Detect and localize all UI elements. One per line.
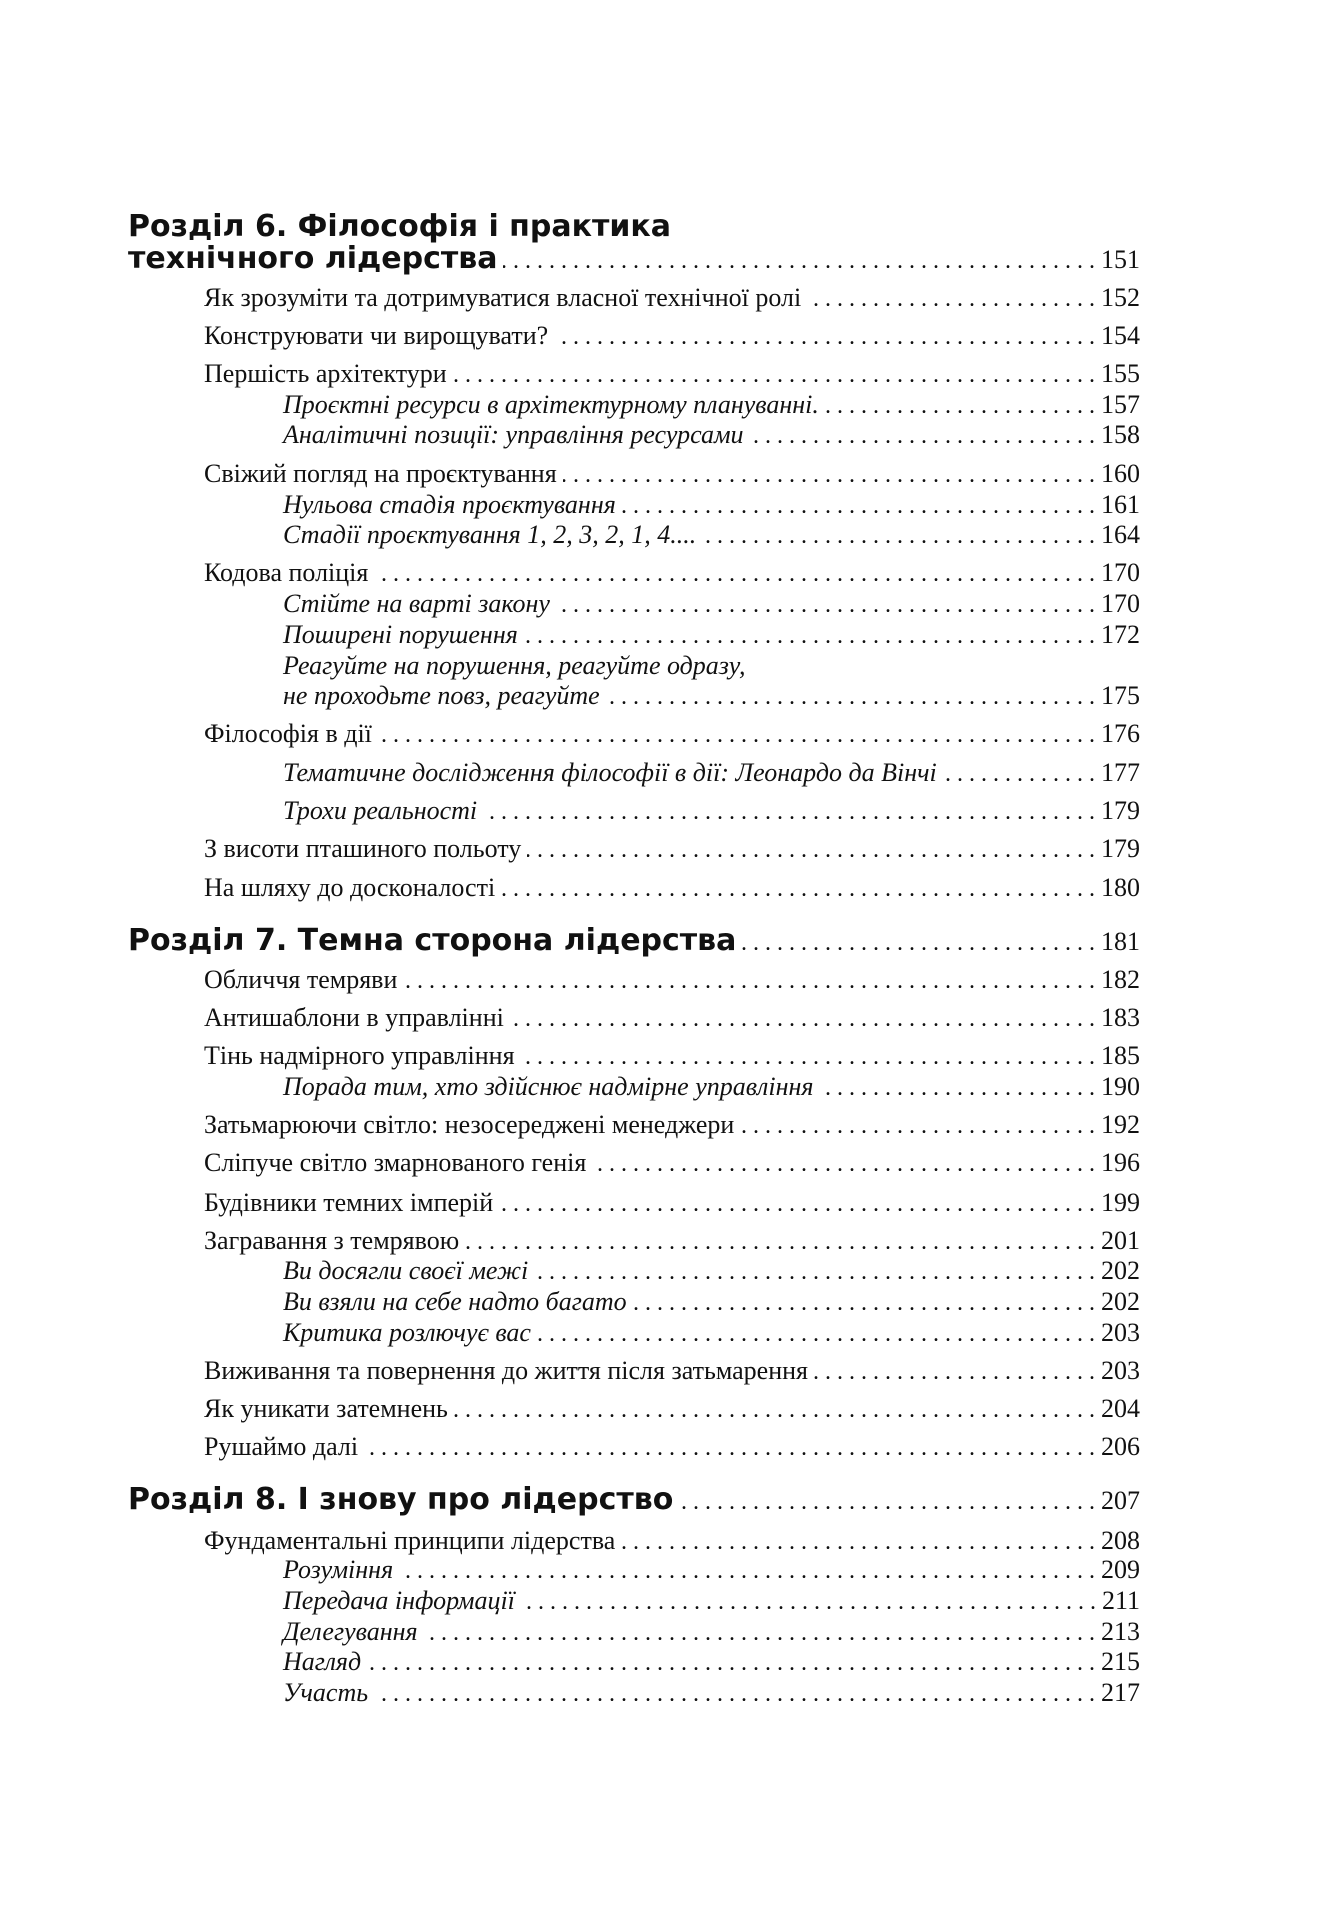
dot-leader [606,684,1095,711]
toc-section [0,1148,1140,1178]
dot-leader [592,1151,1095,1178]
entry-title: Філософія в дії [204,719,372,748]
toc-subsection [0,681,1140,711]
dot-leader [527,837,1095,864]
toc-section [0,1041,1140,1071]
dot-leader [510,1006,1095,1033]
dot-leader [943,761,1095,788]
toc-section [0,873,1140,903]
toc-section [0,965,1140,995]
toc-section [0,1432,1140,1462]
entry-title: На шляху до досконалості [204,873,496,902]
toc-subsection [0,420,1140,450]
entry-title: Сліпуче світло змарнованого генія [204,1148,587,1177]
page-number: 190 [1101,1072,1140,1101]
toc-section [0,1394,1140,1424]
chapter-heading [0,1482,1140,1517]
dot-leader [524,623,1095,650]
entry-title: Затьмарюючи світло: незосереджені менеджери [204,1110,735,1139]
entry-title: Розуміння [283,1555,394,1584]
dot-leader [554,324,1095,351]
page-number: 176 [1101,719,1140,748]
page-number: 183 [1101,1003,1140,1032]
dot-leader [563,462,1095,489]
page-number: 185 [1101,1041,1140,1070]
dot-leader [453,362,1095,389]
page-number: 199 [1101,1188,1140,1217]
page-number: 203 [1101,1318,1140,1347]
page-number: 180 [1101,873,1140,902]
page-number: 208 [1101,1526,1140,1555]
dot-leader [534,1259,1095,1286]
entry-title: Рушаймо далі [204,1432,359,1461]
dot-leader [501,876,1095,903]
toc-subsection [0,651,1140,681]
entry-title: Ви взяли на себе надто багато [283,1287,627,1316]
page-number: 202 [1101,1256,1140,1285]
entry-title: Антишаблони в управлінні [204,1003,504,1032]
toc-subsection [0,1586,1140,1616]
entry-title: технічного лідерства [128,241,498,276]
entry-title: Тінь надмірного управління [204,1041,515,1070]
dot-leader [556,592,1095,619]
chapter-heading [0,209,1140,244]
toc-section [0,1003,1140,1033]
page-number: 213 [1101,1617,1140,1646]
toc-section [0,719,1140,749]
entry-title: Розділ 7. Темна сторона лідерства [128,923,737,958]
dot-leader [364,1435,1095,1462]
dot-leader [399,1558,1095,1585]
toc-subsection [0,1256,1140,1286]
entry-title: Нагляд [283,1647,362,1676]
entry-title: не проходьте повз, реагуйте [283,681,600,710]
dot-leader [750,423,1095,450]
page-number: 170 [1101,589,1140,618]
toc-section [0,1110,1140,1140]
toc-subsection [0,1678,1140,1708]
page-number: 160 [1101,459,1140,488]
toc-subsection [0,390,1140,420]
entry-title: Ви досягли своєї межі [283,1256,529,1285]
entry-title: Передача інформації [283,1586,515,1615]
toc-subsection [0,620,1140,650]
dot-leader [742,930,1095,957]
page-number: 203 [1101,1356,1140,1385]
entry-title: Кодова поліція [204,558,369,587]
page-number: 170 [1101,558,1140,587]
page-number: 211 [1101,1586,1140,1615]
entry-title: Виживання та повернення до життя після затьмарення [204,1356,808,1385]
entry-title: Реагуйте на порушення, реагуйте одразу, [283,651,746,680]
chapter-heading [0,241,1140,276]
page-number: 181 [1101,927,1140,956]
entry-title: Фундаментальні принципи лідерства [204,1526,616,1555]
entry-title: Тематичне дослідження філософії в дії: Леонардо да Вінчі [283,758,937,787]
entry-title: Обличчя темряви [204,965,398,994]
page-number: 152 [1101,283,1140,312]
dot-leader [367,1650,1095,1677]
entry-title: Конструювати чи вирощувати? [204,321,549,350]
chapter-heading [0,923,1140,958]
page-number: 157 [1101,390,1140,419]
toc-section [0,1356,1140,1386]
dot-leader [454,1397,1095,1424]
entry-title: Будівники темних імперій [204,1188,494,1217]
entry-title: Стійте на варті закону [283,589,550,618]
toc-subsection [0,758,1140,788]
toc-subsection [0,589,1140,619]
entry-title: Загравання з темрявою [204,1226,460,1255]
page-number: 215 [1101,1647,1140,1676]
page-number: 207 [1101,1486,1140,1515]
toc-section [0,459,1140,489]
entry-title: Як зрозуміти та дотримуватися власної технічної ролі [204,283,802,312]
dot-leader [521,1044,1095,1071]
dot-leader [503,248,1095,275]
entry-title: Свіжий погляд на проєктування [204,459,557,488]
page-number: 201 [1101,1226,1140,1255]
entry-title: Першість архітектури [204,359,447,388]
page-number: 155 [1101,359,1140,388]
toc-subsection [0,490,1140,520]
page-number: 217 [1101,1678,1140,1707]
dot-leader [537,1321,1095,1348]
entry-title: Аналітичні позиції: управління ресурсами [283,420,744,449]
dot-leader [825,393,1095,420]
toc-section [0,1188,1140,1218]
entry-title: Поширені порушення [283,620,518,649]
toc-section [0,321,1140,351]
entry-title: Як уникати затемнень [204,1394,448,1423]
entry-title: Критика розлючує вас [283,1318,531,1347]
toc-subsection [0,1647,1140,1677]
entry-title: З висоти пташиного польоту [204,834,522,863]
toc-section [0,1526,1140,1556]
entry-title: Стадії проєктування 1, 2, 3, 2, 1, 4.... [283,520,697,549]
page-number: 154 [1101,321,1140,350]
entry-title: Трохи реальності [283,796,478,825]
dot-leader [819,1075,1095,1102]
dot-leader [378,722,1095,749]
toc-section [0,283,1140,313]
page-number: 172 [1101,620,1140,649]
dot-leader [499,1191,1095,1218]
page-number: 164 [1101,520,1140,549]
dot-leader [465,1229,1095,1256]
page-number: 158 [1101,420,1140,449]
dot-leader [814,1359,1095,1386]
dot-leader [622,493,1095,520]
dot-leader [521,1589,1096,1616]
toc-subsection [0,520,1140,550]
page-number: 151 [1101,245,1140,274]
toc-subsection [0,1555,1140,1585]
dot-leader [403,968,1095,995]
entry-title: Розділ 8. І знову про лідерство [128,1482,674,1517]
entry-title: Порада тим, хто здійснює надмірне управління [283,1072,814,1101]
entry-title: Розділ 6. Філософія і практика [128,209,671,244]
entry-title: Нульова стадія проєктування [283,490,616,519]
page-number: 209 [1101,1555,1140,1584]
page-number: 196 [1101,1148,1140,1177]
page-number: 161 [1101,490,1140,519]
dot-leader [679,1489,1095,1516]
dot-leader [633,1290,1095,1317]
page-number: 175 [1101,681,1140,710]
dot-leader [621,1529,1095,1556]
dot-leader [424,1620,1095,1647]
toc-section [0,834,1140,864]
page-number: 204 [1101,1394,1140,1423]
entry-title: Проєктні ресурси в архітектурному плануванні. [283,390,819,419]
dot-leader [374,1681,1095,1708]
toc-subsection [0,1617,1140,1647]
page-number: 206 [1101,1432,1140,1461]
page-number: 179 [1101,796,1140,825]
page-number: 192 [1101,1110,1140,1139]
dot-leader [374,561,1095,588]
toc-subsection [0,796,1140,826]
page-number: 182 [1101,965,1140,994]
toc-subsection [0,1072,1140,1102]
dot-leader [740,1113,1095,1140]
entry-title: Делегування [283,1617,418,1646]
toc-section [0,558,1140,588]
entry-title: Участь [283,1678,369,1707]
dot-leader [807,286,1095,313]
page-number: 179 [1101,834,1140,863]
dot-leader [702,523,1095,550]
toc-subsection [0,1318,1140,1348]
toc-section [0,359,1140,389]
page-number: 177 [1101,758,1140,787]
dot-leader [483,799,1095,826]
toc-subsection [0,1287,1140,1317]
toc-section [0,1226,1140,1256]
page-number: 202 [1101,1287,1140,1316]
